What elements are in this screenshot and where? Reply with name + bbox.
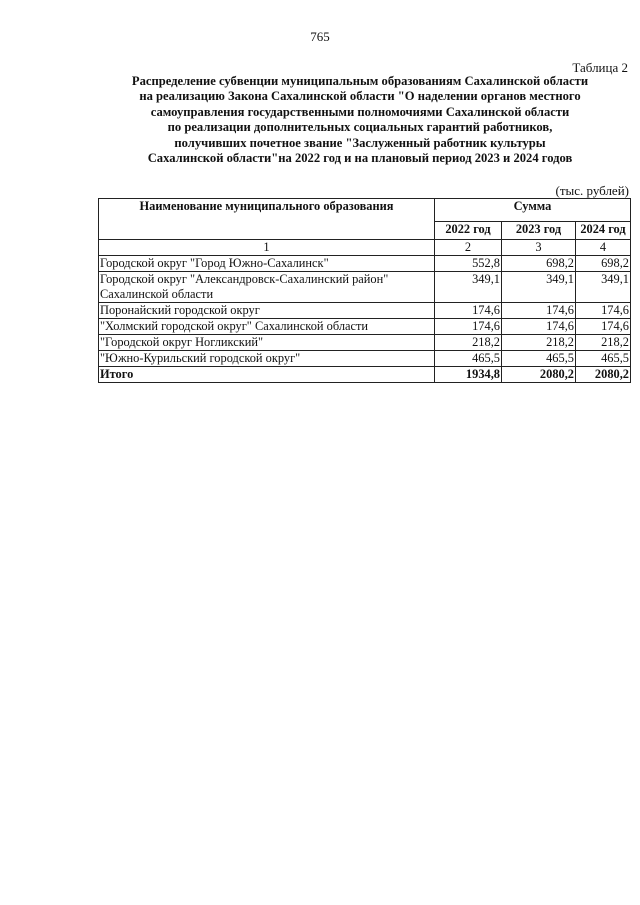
table-row [99, 272, 631, 303]
row-value-2024: 218,2 [576, 335, 631, 351]
title-line: по реализации дополнительных социальных гарантий работников, [167, 120, 553, 135]
index-cell: 3 [502, 240, 576, 256]
index-cell: 2 [435, 240, 502, 256]
header-year-2022: 2022 год [435, 221, 502, 239]
index-cell: 1 [99, 240, 435, 256]
table-label: Таблица 2 [572, 60, 628, 75]
row-value-2024: 174,6 [576, 303, 631, 319]
row-name: "Южно-Курильский городской округ" [99, 351, 435, 367]
index-cell: 4 [576, 240, 631, 256]
total-value-2022: 1934,8 [435, 367, 502, 383]
subvention-table [98, 198, 631, 383]
total-value-2024: 2080,2 [576, 367, 631, 383]
row-value-2023: 465,5 [502, 351, 576, 367]
row-name: Городской округ "Александровск-Сахалинский район" Сахалинской области [99, 272, 435, 303]
table-row [99, 335, 631, 351]
table-row [99, 351, 631, 367]
table-row [99, 256, 631, 272]
row-value-2023: 174,6 [502, 303, 576, 319]
row-name: "Холмский городской округ" Сахалинской области [99, 319, 435, 335]
index-row [99, 240, 631, 256]
title-line: получивших почетное звание "Заслуженный работник культуры [174, 135, 546, 150]
row-name: Городской округ "Город Южно-Сахалинск" [99, 256, 435, 272]
header-year-2023: 2023 год [502, 221, 576, 239]
row-value-2024: 349,1 [576, 272, 631, 303]
row-value-2022: 349,1 [435, 272, 502, 303]
title-line: Сахалинской области"на 2022 год и на плановый период 2023 и 2024 годов [147, 151, 573, 166]
row-value-2022: 552,8 [435, 256, 502, 272]
row-value-2022: 174,6 [435, 319, 502, 335]
row-value-2022: 174,6 [435, 303, 502, 319]
header-year-2024: 2024 год [576, 221, 631, 239]
row-value-2022: 218,2 [435, 335, 502, 351]
units-label: (тыс. рублей) [555, 183, 629, 198]
row-value-2023: 698,2 [502, 256, 576, 272]
row-name: Поронайский городской округ [99, 303, 435, 319]
row-value-2022: 465,5 [435, 351, 502, 367]
header-sum: Сумма [435, 199, 631, 222]
row-value-2023: 349,1 [502, 272, 576, 303]
page-number: 765 [310, 29, 330, 44]
title-line: самоуправления государственными полномочиями Сахалинской области [150, 104, 570, 119]
table-row [99, 303, 631, 319]
row-value-2024: 465,5 [576, 351, 631, 367]
total-row [99, 367, 631, 383]
row-value-2024: 698,2 [576, 256, 631, 272]
row-value-2023: 174,6 [502, 319, 576, 335]
title-line: Распределение субвенции муниципальным образованиям Сахалинской области [131, 74, 589, 88]
title-line: на реализацию Закона Сахалинской области "О наделении органов местного [139, 89, 581, 104]
table-row [99, 319, 631, 335]
header-name: Наименование муниципального образования [99, 199, 435, 240]
document-title [100, 74, 620, 166]
row-value-2023: 218,2 [502, 335, 576, 351]
row-name: "Городской округ Ногликский" [99, 335, 435, 351]
row-value-2024: 174,6 [576, 319, 631, 335]
total-label: Итого [99, 367, 435, 383]
total-value-2023: 2080,2 [502, 367, 576, 383]
